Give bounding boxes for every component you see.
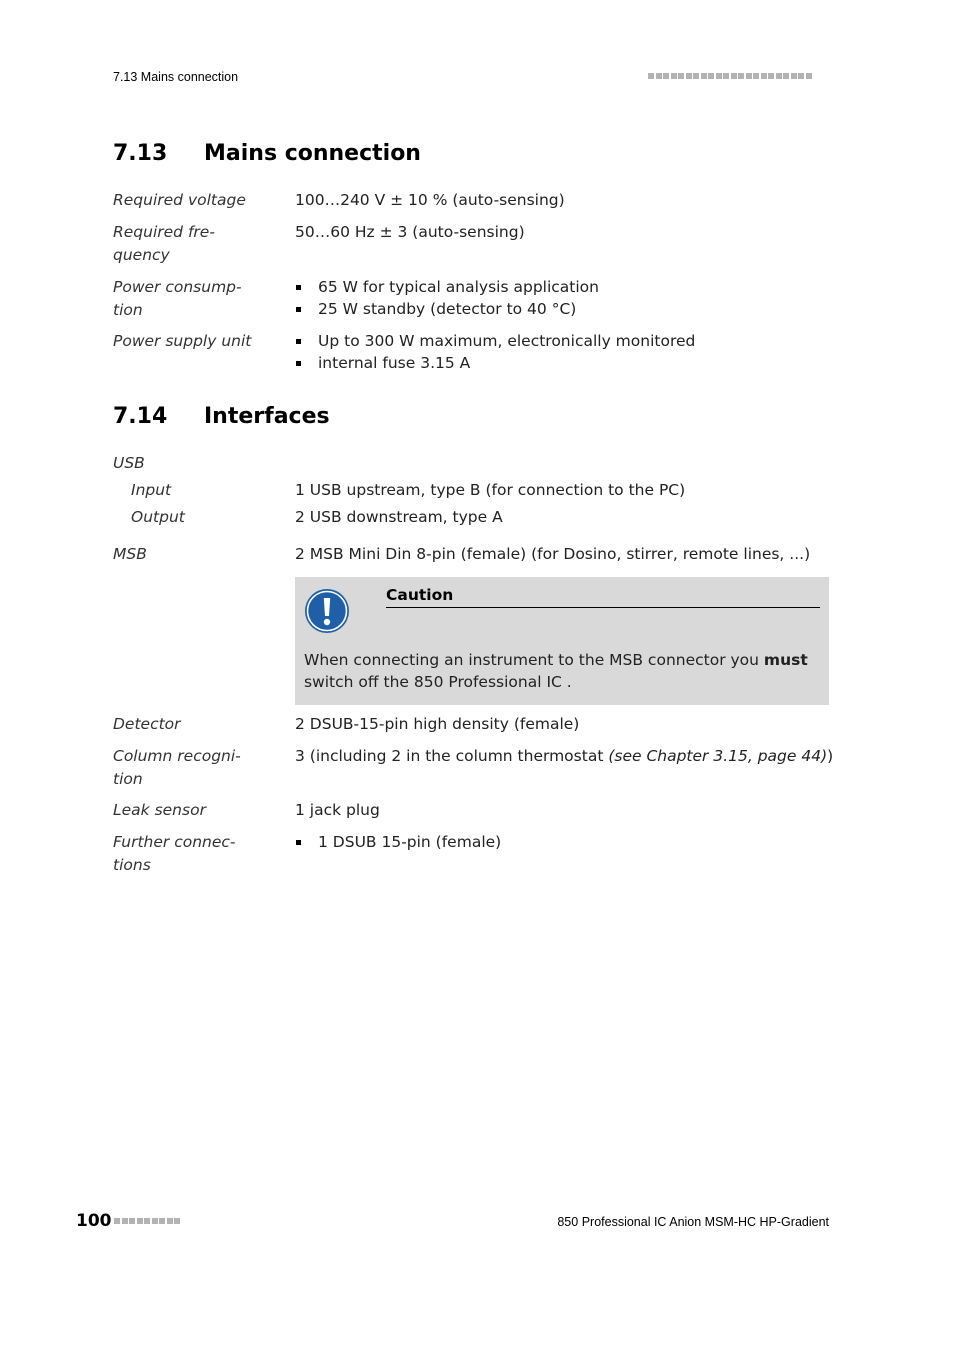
label-required-frequency	[113, 221, 253, 267]
label-line: Power consump-	[113, 278, 242, 296]
label-line: tions	[113, 856, 151, 874]
label-line: Further connec-	[113, 833, 236, 851]
bullet-list	[295, 330, 695, 374]
label-usb: USB	[113, 454, 145, 472]
label-column-recognition	[113, 745, 253, 791]
section-title: Mains connection	[204, 141, 421, 166]
section-number: 7.13	[113, 141, 168, 166]
label-detector: Detector	[113, 715, 181, 733]
running-header: 7.13 Mains connection	[113, 70, 239, 84]
label-power-supply-unit: Power supply unit	[113, 332, 252, 350]
value-required-voltage: 100…240 V ± 10 % (auto-sensing)	[295, 191, 565, 209]
value-text: 3 (including 2 in the column thermostat	[295, 747, 609, 765]
caution-text: When connecting an instrument to the MSB connector you	[304, 651, 764, 669]
list-item: 25 W standby (detector to 40 °C)	[295, 298, 599, 320]
header-dot-bar	[648, 73, 812, 79]
caution-message	[304, 649, 819, 693]
value-column-recognition	[295, 745, 833, 768]
footer-dot-bar	[114, 1218, 180, 1224]
exclamation-circle-icon	[304, 588, 350, 634]
caution-text: switch off the 850 Professional IC .	[304, 673, 572, 691]
section-heading-interfaces	[113, 404, 330, 429]
caution-box	[295, 577, 829, 705]
label-power-consumption	[113, 276, 253, 322]
chapter-reference-link[interactable]: (see Chapter 3.15, page 44)	[608, 747, 828, 765]
list-item: internal fuse 3.15 A	[295, 352, 695, 374]
bullet-list	[295, 276, 599, 320]
value-usb-output: 2 USB downstream, type A	[295, 508, 503, 526]
label-msb: MSB	[113, 545, 147, 563]
running-footer: 850 Professional IC Anion MSM-HC HP-Gradient	[557, 1215, 829, 1229]
value-power-supply-unit	[295, 330, 695, 374]
value-leak-sensor: 1 jack plug	[295, 801, 380, 819]
value-required-frequency: 50…60 Hz ± 3 (auto-sensing)	[295, 223, 525, 241]
label-usb-output: Output	[131, 508, 185, 526]
section-heading-mains	[113, 141, 421, 166]
label-usb-input: Input	[131, 481, 172, 499]
caution-emphasis: must	[763, 651, 808, 669]
value-usb-input: 1 USB upstream, type B (for connection to the PC)	[295, 481, 686, 499]
label-line: Required fre-	[113, 223, 215, 241]
label-line: tion	[113, 770, 143, 788]
list-item: Up to 300 W maximum, electronically monitored	[295, 330, 695, 352]
label-leak-sensor: Leak sensor	[113, 801, 206, 819]
caution-title: Caution	[386, 585, 820, 608]
list-item: 65 W for typical analysis application	[295, 276, 599, 298]
list-item: 1 DSUB 15-pin (female)	[295, 831, 501, 853]
label-line: quency	[113, 246, 170, 264]
label-line: Column recogni-	[113, 747, 241, 765]
label-required-voltage: Required voltage	[113, 191, 246, 209]
value-power-consumption	[295, 276, 599, 320]
value-detector: 2 DSUB-15-pin high density (female)	[295, 715, 580, 733]
section-title: Interfaces	[204, 404, 330, 429]
value-text: )	[827, 747, 834, 765]
label-line: tion	[113, 301, 143, 319]
label-further-connections	[113, 831, 253, 877]
value-msb: 2 MSB Mini Din 8-pin (female) (for Dosino, stirrer, remote lines, ...)	[295, 545, 811, 563]
section-number: 7.14	[113, 404, 168, 429]
page-number: 100	[76, 1211, 112, 1231]
bullet-list	[295, 831, 501, 853]
value-further-connections	[295, 831, 501, 853]
